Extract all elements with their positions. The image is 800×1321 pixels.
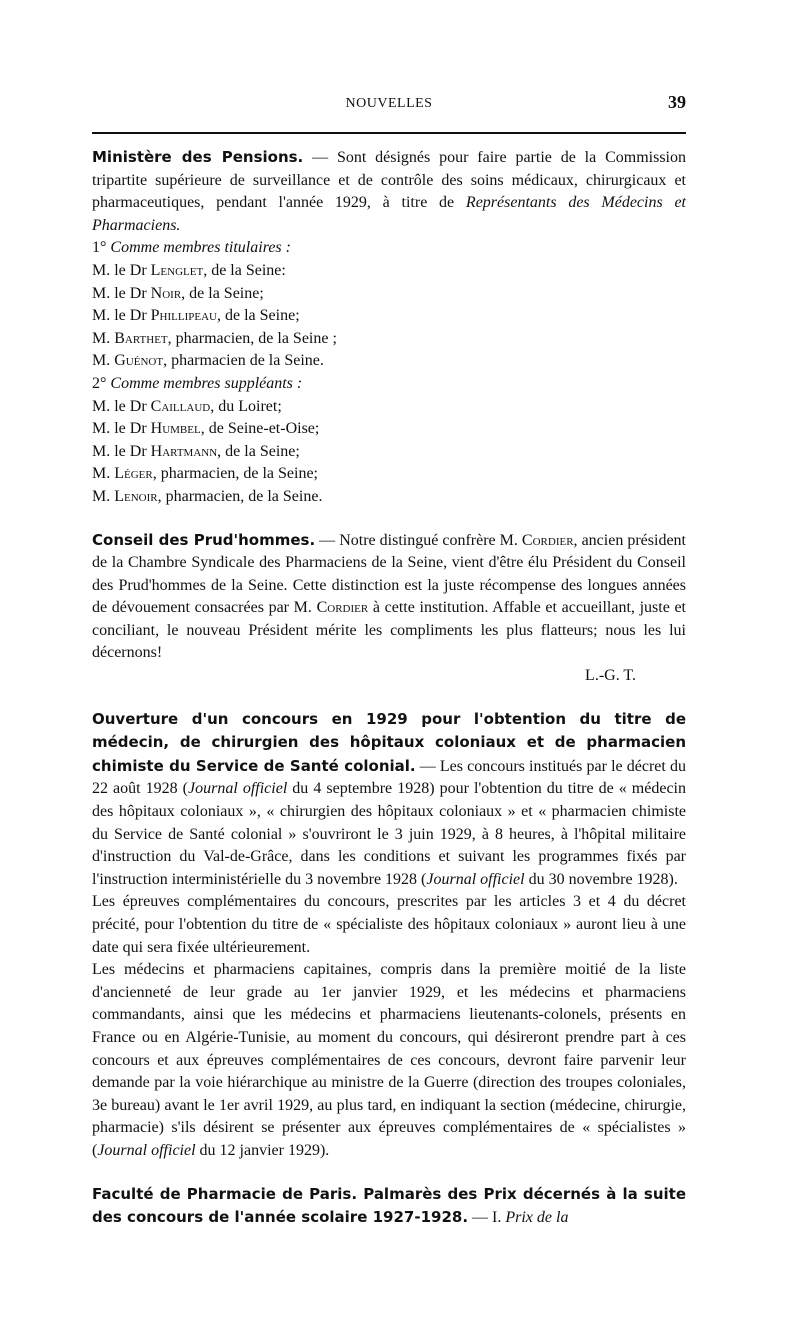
list-item [92,441,686,464]
paragraph-text: — Les concours institués par le décret du 22 août 1928 ( [92,757,686,798]
italic-text: Prix de la [505,1209,569,1227]
item-suffix: , pharmacien, de la Seine; [152,465,318,483]
item-name: Guénot [114,352,164,370]
item-prefix: M. le Dr [92,420,151,438]
item-prefix: M. le Dr [92,442,151,460]
section-ministere-pensions [92,146,686,509]
section-paragraph [92,529,686,666]
section-paragraph [92,1183,686,1230]
section-heading: Conseil des Prud'hommes. [92,530,316,549]
list-number: 1° [92,239,107,257]
paragraph-text: — Notre distingué confrère M. [315,531,522,549]
item-suffix: , de la Seine; [217,442,300,460]
page-body [92,146,686,1230]
item-prefix: M. [92,352,115,370]
section-heading: Ministère des Pensions. [92,148,304,166]
italic-text: Journal officiel [188,780,288,798]
paragraph-text: — I. [468,1209,506,1227]
item-prefix: M. le Dr [92,307,151,325]
section-paragraph [92,708,686,892]
paragraph-text: — Sont désignés pour faire partie de la Commission tripartite supérieure de surveillance et de contrôle des soins médicaux, chirurgicaux et pharmaceutiques, pendant l'année 1929, à titre de [92,149,686,212]
section-paragraph [92,146,686,237]
item-name: Phillipeau [150,307,217,325]
page-number: 39 [668,92,686,112]
item-name: Humbel [150,420,201,438]
titulaires-list [92,237,686,373]
paragraph-text: du 12 janvier 1929). [195,1141,330,1159]
item-name: Hartmann [150,442,218,460]
item-name: Lenoir [114,487,158,505]
list-label: Comme membres suppléants : [110,374,303,392]
italic-text: Représentants des Médecins et Pharmaciens. [92,194,687,234]
item-prefix: M. le Dr [92,284,151,302]
item-prefix: M. [92,465,115,483]
paragraph-text: Les médecins et pharmaciens capitaines, compris dans la première moitié de la liste d'ancienneté de leur grade au 1er janvier 1929, et les médecins et pharmaciens commandants, ainsi que les médecins et pharmaciens lieutenants-colonels, présents en France ou en Algérie-Tunisie, au moment du concours, qui désireront prendre part à ces concours et aux épreuves complémentaires de ces concours, devront faire parvenir leur demande par la voie hiérarchique au ministre de la Guerre (direction des troupes coloniales, 3e bureau) avant le 1er avril 1929, au plus tard, en indiquant la section (médecine, chirurgie, pharmacie) s'ils désirent se présenter aux épreuves complémentaires de « spécialistes » ( [92,961,686,1159]
item-suffix: , de la Seine: [203,261,286,279]
paragraph-text: du 4 septembre 1928) pour l'obtention du titre de « médecin des hôpitaux coloniaux », « chirurgien des hôpitaux coloniaux » et « pharmacien chimiste du Service de Santé colonial » s'ouvriront le 3 juin 1929, à 8 heures, à l'hôpital militaire d'instruction du Val-de-Grâce, dans les conditions et suivant les programmes fixés par l'instruction interministérielle du 3 novembre 1928 ( [92,780,687,888]
list-heading [92,373,686,396]
person-name: Cordier [521,531,574,549]
section-heading: Ouverture d'un concours en 1929 pour l'obtention du titre de médecin, de chirurgien des hôpitaux coloniaux et de pharmacien chimiste du Service de Santé colonial. [92,709,686,775]
list-item [92,486,686,509]
item-suffix: , de la Seine; [217,307,300,325]
list-item [92,463,686,486]
suppleants-list [92,373,686,509]
item-suffix: , pharmacien, de la Seine. [157,487,323,505]
section-heading: Faculté de Pharmacie de Paris. Palmarès des Prix décernés à la suite des concours de l'année scolaire 1927-1928. [92,1184,686,1227]
item-suffix: , pharmacien de la Seine. [163,352,324,370]
paragraph-text: , ancien président de la Chambre Syndicale des Pharmaciens de la Seine, vient d'être élu Président du Conseil des Prud'hommes de la Seine. Cette distinction est la juste récompense des longues années de dévouement consacrées par M. [92,531,686,617]
paragraph [92,959,686,1162]
item-suffix: , de la Seine; [181,284,264,302]
list-item [92,305,686,328]
signature-row [92,665,686,688]
list-item [92,260,686,283]
list-item [92,396,686,419]
list-item [92,418,686,441]
list-heading [92,237,686,260]
item-prefix: M. le Dr [92,397,151,415]
item-prefix: M. [92,329,115,347]
list-item [92,283,686,306]
paragraph-text: du 30 novembre 1928). [524,870,678,888]
item-name: Caillaud [150,397,211,415]
italic-text: Journal officiel [97,1141,196,1159]
item-prefix: M. le Dr [92,261,151,279]
paragraph-text: à cette institution. Affable et accueillant, juste et conciliant, le nouveau Président mérite les compliments les plus flatteurs; nous les lui décernons! [92,599,687,662]
item-prefix: M. [92,487,115,505]
section-faculte-pharmacie [92,1183,686,1230]
signature: L.-G. T. [585,667,636,685]
item-suffix: , pharmacien, de la Seine ; [167,329,337,347]
person-name: Cordier [316,599,369,617]
section-conseil-prudhommes [92,529,686,688]
italic-text: Journal officiel [426,870,525,888]
paragraph: Les épreuves complémentaires du concours, prescrites par les articles 3 et 4 du décret précité, pour l'obtention du titre de « spécialiste des hôpitaux coloniaux » auront lieu à une date qui sera fixée ultérieurement. [92,893,686,956]
item-name: Lenglet [150,261,204,279]
item-suffix: , du Loiret; [210,397,282,415]
running-title: NOUVELLES [345,96,433,111]
item-name: Noir [150,284,182,302]
item-suffix: , de Seine-et-Oise; [200,420,320,438]
item-name: Léger [114,465,153,483]
list-item [92,350,686,373]
list-item [92,328,686,351]
list-number: 2° [92,374,107,392]
item-name: Barthet [114,329,168,347]
page-header [92,92,686,134]
section-concours-1929 [92,708,686,1163]
list-label: Comme membres titulaires : [110,239,291,257]
